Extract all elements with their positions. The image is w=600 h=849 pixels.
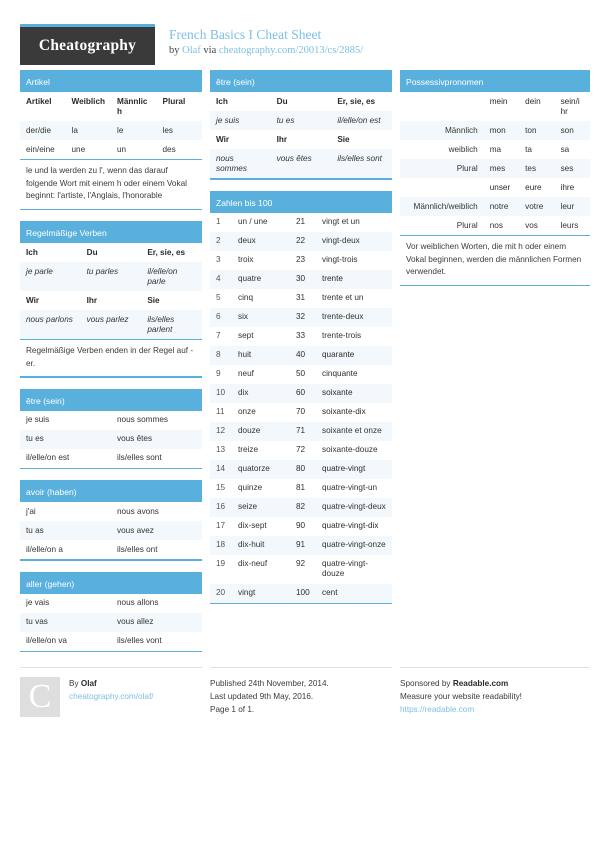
cell: je vais: [26, 598, 50, 607]
cell: 50: [296, 369, 306, 378]
cell: 33: [296, 331, 306, 340]
block-title-zahlen: Zahlen bis 100: [210, 194, 392, 213]
cell: sein/ihr: [560, 96, 580, 116]
cell: Er, sie, es: [337, 96, 376, 106]
cell: Ihr: [276, 134, 288, 144]
block-title-etre-col2: être (sein): [210, 73, 392, 92]
cell: trente et un: [322, 293, 364, 302]
cell: soixante: [322, 388, 353, 397]
cell: il/elle/on est: [337, 115, 381, 125]
cell: je parle: [26, 266, 53, 276]
table-row: [20, 411, 202, 430]
cell: 100: [296, 588, 310, 597]
block-bottom-rule: [20, 376, 202, 378]
cell: vous avez: [117, 525, 154, 535]
cell: soixante et onze: [322, 426, 382, 435]
cell: vingt-deux: [322, 236, 360, 245]
column-2: [210, 70, 392, 663]
cell: 2: [216, 236, 221, 245]
cell: 19: [216, 559, 226, 568]
cell: 14: [216, 464, 226, 473]
table-row: [20, 632, 202, 651]
cell: 30: [296, 274, 306, 283]
table-row: [210, 384, 392, 403]
table-zahlen: [210, 213, 392, 603]
footer-publish-info: [210, 667, 392, 717]
cell: il/elle/on est: [26, 453, 70, 462]
cell: vingt-trois: [322, 255, 358, 264]
table-row: [210, 346, 392, 365]
footer-author-name: Olaf: [80, 679, 97, 688]
cell: 31: [296, 293, 306, 302]
table-row: [210, 498, 392, 517]
cell: vingt et un: [322, 217, 360, 226]
note-regelmaessige: Regelmäßige Verben enden in der Regel auf -er.: [20, 339, 202, 376]
column-1: [20, 70, 202, 663]
cell: Plural: [456, 220, 478, 230]
cell: Du: [276, 96, 288, 106]
cell: ils/elles sont: [337, 153, 382, 163]
block-bottom-rule: [20, 209, 202, 211]
note-artikel: le und la werden zu l', wenn das darauf folgende Wort mit einem h oder einem Vokal beginnt: l'artiste, l'Anglais, l'honorable: [20, 159, 202, 209]
cell: 16: [216, 502, 226, 511]
cell: tu es: [26, 434, 44, 443]
table-row: [20, 449, 202, 468]
cell: 40: [296, 350, 306, 359]
footer-sponsor-text: [400, 677, 522, 717]
cell: troix: [238, 255, 254, 264]
cell: 82: [296, 502, 306, 511]
block-title-avoir: avoir (haben): [20, 483, 202, 502]
cell: quatre-vingt-dix: [322, 521, 379, 530]
cell: [400, 92, 484, 121]
cell: quatorze: [238, 464, 270, 473]
block-possessivpronomen: [400, 70, 590, 286]
cell: Plural: [456, 163, 478, 173]
cell: leurs: [560, 220, 579, 230]
cell: [400, 178, 484, 197]
cell: je suis: [26, 415, 50, 424]
block-artikel: [20, 70, 202, 210]
cell: quatre-vingt-un: [322, 483, 378, 492]
table-row: [400, 140, 590, 159]
table-row: [210, 327, 392, 346]
cell: tu parles: [86, 266, 119, 276]
cell: mon: [489, 125, 506, 135]
cell: Wir: [216, 134, 230, 144]
cell: 1: [216, 217, 221, 226]
table-etre-col2: [210, 92, 392, 178]
cell: notre: [489, 201, 509, 211]
table-row: [210, 422, 392, 441]
cell: 4: [216, 274, 221, 283]
cell: cinq: [238, 293, 254, 302]
footer-sponsor-url[interactable]: https://readable.com: [400, 705, 475, 714]
cell: eure: [525, 182, 542, 192]
cell: 18: [216, 540, 226, 549]
cell: 81: [296, 483, 306, 492]
block-title-possessiv: Possessivpronomen: [400, 73, 590, 92]
footer-by-line: [69, 677, 154, 690]
table-row: [210, 251, 392, 270]
table-row: [210, 270, 392, 289]
block-bottom-rule: [20, 651, 202, 653]
cell: vous êtes: [276, 153, 312, 163]
cell: vos: [525, 220, 538, 230]
cell: cent: [322, 588, 338, 597]
table-row: [210, 365, 392, 384]
cell: il/elle/on parle: [147, 266, 178, 286]
table-row: [210, 403, 392, 422]
cell: nos: [489, 220, 503, 230]
cell: nous parlons: [26, 314, 73, 324]
cell: 71: [296, 426, 306, 435]
block-etre-col2: [210, 70, 392, 180]
cell: je suis: [216, 115, 240, 125]
cell: ma: [489, 144, 502, 154]
cell: ihre: [560, 182, 575, 192]
cell: 90: [296, 521, 306, 530]
byline-via: via: [200, 45, 219, 56]
table-row: [20, 502, 202, 521]
cell: 17: [216, 521, 226, 530]
footer-published: Published 24th November, 2014.: [210, 679, 329, 688]
cell: tu as: [26, 525, 44, 535]
cell: vous allez: [117, 617, 154, 626]
cell: Ich: [216, 96, 228, 106]
cell: soixante-douze: [322, 445, 378, 454]
cell: ta: [525, 144, 532, 154]
table-row: [210, 232, 392, 251]
note-possessiv: Vor weiblichen Worten, die mit h oder einem Vokal beginnen, werden die männlichen Formen verwendet.: [400, 235, 590, 285]
table-row: [210, 479, 392, 498]
block-bottom-rule: [20, 559, 202, 561]
cell: 92: [296, 559, 306, 568]
table-row: [210, 308, 392, 327]
block-title-aller: aller (gehen): [20, 575, 202, 594]
cell: quatre-vingt-douze: [322, 559, 368, 578]
table-regelmaessige: [20, 243, 202, 339]
table-row: [400, 178, 590, 197]
cell: une: [71, 144, 86, 154]
table-row: [400, 92, 590, 121]
cell: ses: [560, 163, 574, 173]
table-etre-col1: [20, 411, 202, 468]
cell: soixante-dix: [322, 407, 366, 416]
block-bottom-rule: [210, 178, 392, 180]
table-row: [400, 197, 590, 216]
cell: quatre-vingt-deux: [322, 502, 386, 511]
cell: 21: [296, 217, 306, 226]
cell: vous êtes: [117, 434, 153, 443]
table-row: [20, 121, 202, 140]
cell: 10: [216, 388, 226, 397]
cell: vingt: [238, 588, 256, 597]
cell: 32: [296, 312, 306, 321]
block-zahlen: [210, 191, 392, 605]
cell: sept: [238, 331, 254, 340]
footer-by-label: By: [69, 679, 81, 688]
cell: vous parlez: [86, 314, 129, 324]
cell: tu es: [276, 115, 295, 125]
cell: neuf: [238, 369, 254, 378]
cell: 7: [216, 331, 221, 340]
cell: nous allons: [117, 598, 159, 607]
cell: quatre: [238, 274, 262, 283]
cell: 91: [296, 540, 306, 549]
cell: cinquante: [322, 369, 358, 378]
cell: Männlich/weiblich: [413, 201, 478, 211]
cell: le: [117, 125, 124, 135]
cell: votre: [525, 201, 544, 211]
cell: 70: [296, 407, 306, 416]
cell: 80: [296, 464, 306, 473]
author-link[interactable]: Olaf: [182, 45, 201, 56]
table-row: [210, 130, 392, 149]
byline-prefix: by: [169, 45, 183, 56]
page-header: [20, 0, 580, 62]
cell: tes: [525, 163, 537, 173]
cell: 13: [216, 445, 226, 454]
table-row: [210, 517, 392, 536]
cell: weiblich: [448, 144, 478, 154]
block-title-regelmaessige: Regelmäßige Verben: [20, 224, 202, 243]
table-row: [20, 243, 202, 262]
cell: mein: [489, 96, 508, 106]
cell: dix: [238, 388, 249, 397]
cell: tu vas: [26, 617, 48, 626]
cell: 22: [296, 236, 306, 245]
cell: il/elle/on va: [26, 636, 67, 645]
byline: [169, 43, 363, 58]
cell: Er, sie, es: [147, 247, 186, 257]
table-row: [20, 140, 202, 159]
table-row: [400, 121, 590, 140]
cell: trente-deux: [322, 312, 364, 321]
cell: ils/elles vont: [117, 636, 162, 645]
cell: ils/elles parlent: [147, 314, 175, 334]
table-row: [400, 159, 590, 178]
footer-sponsor-line: [400, 677, 522, 690]
table-row: [20, 430, 202, 449]
table-row: [210, 441, 392, 460]
block-bottom-rule: [400, 285, 590, 287]
table-row: [210, 536, 392, 555]
block-aller: [20, 572, 202, 653]
footer-author-url[interactable]: cheatography.com/olaf/: [69, 692, 154, 701]
table-row: [210, 92, 392, 111]
cell: sa: [560, 144, 570, 154]
table-aller: [20, 594, 202, 651]
cell: nous avons: [117, 506, 159, 516]
cell: trente-trois: [322, 331, 362, 340]
logo-text: Cheatography: [20, 27, 155, 65]
cell: Männlich: [117, 96, 148, 116]
block-regelmaessige-verben: [20, 221, 202, 378]
author-avatar: C: [20, 677, 60, 717]
cell: Männlich: [444, 125, 478, 135]
column-3: [400, 70, 590, 663]
footer-updated: Last updated 9th May, 2016.: [210, 692, 314, 701]
cell: 12: [216, 426, 226, 435]
table-row: [20, 613, 202, 632]
block-etre-col1: [20, 389, 202, 470]
cell: douze: [238, 426, 261, 435]
cell: dix-neuf: [238, 559, 268, 568]
cell: Du: [86, 247, 98, 257]
cell: 15: [216, 483, 226, 492]
page-title: French Basics I Cheat Sheet: [169, 27, 322, 42]
cell: 23: [296, 255, 306, 264]
cell: nous sommes: [216, 153, 247, 173]
cell: unser: [489, 182, 511, 192]
block-bottom-rule: [20, 468, 202, 470]
cell: des: [162, 144, 176, 154]
cell: huit: [238, 350, 252, 359]
table-avoir: [20, 502, 202, 559]
cell: j'ai: [26, 506, 36, 516]
cell: 9: [216, 369, 221, 378]
cheatography-logo[interactable]: [20, 24, 155, 65]
footer-sponsor-name: Readable.com: [452, 679, 509, 688]
cell: Ich: [26, 247, 38, 257]
cell: 3: [216, 255, 221, 264]
title-area: [155, 24, 363, 58]
cell: deux: [238, 236, 256, 245]
cell: der/die: [26, 125, 52, 135]
table-row: [20, 262, 202, 291]
footer-sponsor: [400, 667, 590, 717]
table-row: [20, 521, 202, 540]
cell: seize: [238, 502, 258, 511]
cell: 72: [296, 445, 306, 454]
cell: ein/eine: [26, 144, 55, 154]
cell: 60: [296, 388, 306, 397]
cell: 5: [216, 293, 221, 302]
cell: ton: [525, 125, 537, 135]
cell: Sie: [337, 134, 350, 144]
footer-author: [20, 667, 202, 717]
cell: Wir: [26, 295, 40, 305]
cell: dein: [525, 96, 541, 106]
footer-sponsor-tagline: Measure your website readability!: [400, 692, 522, 701]
table-row: [400, 216, 590, 235]
table-row: [210, 289, 392, 308]
table-row: [210, 460, 392, 479]
table-row: [20, 291, 202, 310]
table-row: [210, 584, 392, 603]
cell: Artikel: [26, 96, 52, 106]
footer-sponsor-prefix: Sponsored by: [400, 679, 453, 688]
cell: quatre-vingt-onze: [322, 540, 386, 549]
cell: 8: [216, 350, 221, 359]
cell: 11: [216, 407, 225, 416]
cell: ils/elles sont: [117, 453, 162, 462]
cell: Weiblich: [71, 96, 106, 106]
cell: six: [238, 312, 249, 321]
table-row: [210, 149, 392, 178]
cell: Sie: [147, 295, 160, 305]
cell: mes: [489, 163, 506, 173]
block-title-etre: être (sein): [20, 392, 202, 411]
cell: Ihr: [86, 295, 98, 305]
table-row: [210, 111, 392, 130]
table-row: [210, 555, 392, 584]
cell: quatre-vingt: [322, 464, 366, 473]
cell: quarante: [322, 350, 355, 359]
cell: treize: [238, 445, 259, 454]
cell: les: [162, 125, 173, 135]
block-title-artikel: Artikel: [20, 73, 202, 92]
source-url-link[interactable]: cheatography.com/20013/cs/2885/: [218, 45, 364, 56]
table-row: [20, 92, 202, 121]
block-bottom-rule: [210, 603, 392, 605]
cell: un / une: [238, 217, 268, 226]
cell: un: [117, 144, 127, 154]
table-row: [20, 310, 202, 339]
table-possessivpronomen: [400, 92, 590, 235]
cell: onze: [238, 407, 256, 416]
cell: quinze: [238, 483, 263, 492]
cell: dix-sept: [238, 521, 267, 530]
table-row: [210, 213, 392, 232]
cell: dix-huit: [238, 540, 265, 549]
footer-author-text: [60, 677, 154, 717]
cell: son: [560, 125, 574, 135]
columns-container: [20, 70, 580, 663]
table-row: [20, 594, 202, 613]
cell: 6: [216, 312, 221, 321]
cell: ils/elles ont: [117, 544, 158, 554]
footer-publish-text: [210, 677, 329, 717]
cell: la: [71, 125, 78, 135]
block-avoir: [20, 480, 202, 561]
cell: trente: [322, 274, 343, 283]
cell: Plural: [162, 96, 186, 106]
page-footer: [20, 667, 580, 717]
cell: 20: [216, 588, 226, 597]
table-row: [20, 540, 202, 559]
table-artikel: [20, 92, 202, 159]
cell: nous sommes: [117, 415, 168, 424]
cell: leur: [560, 201, 575, 211]
cell: il/elle/on a: [26, 544, 63, 554]
footer-page: Page 1 of 1.: [210, 705, 255, 714]
